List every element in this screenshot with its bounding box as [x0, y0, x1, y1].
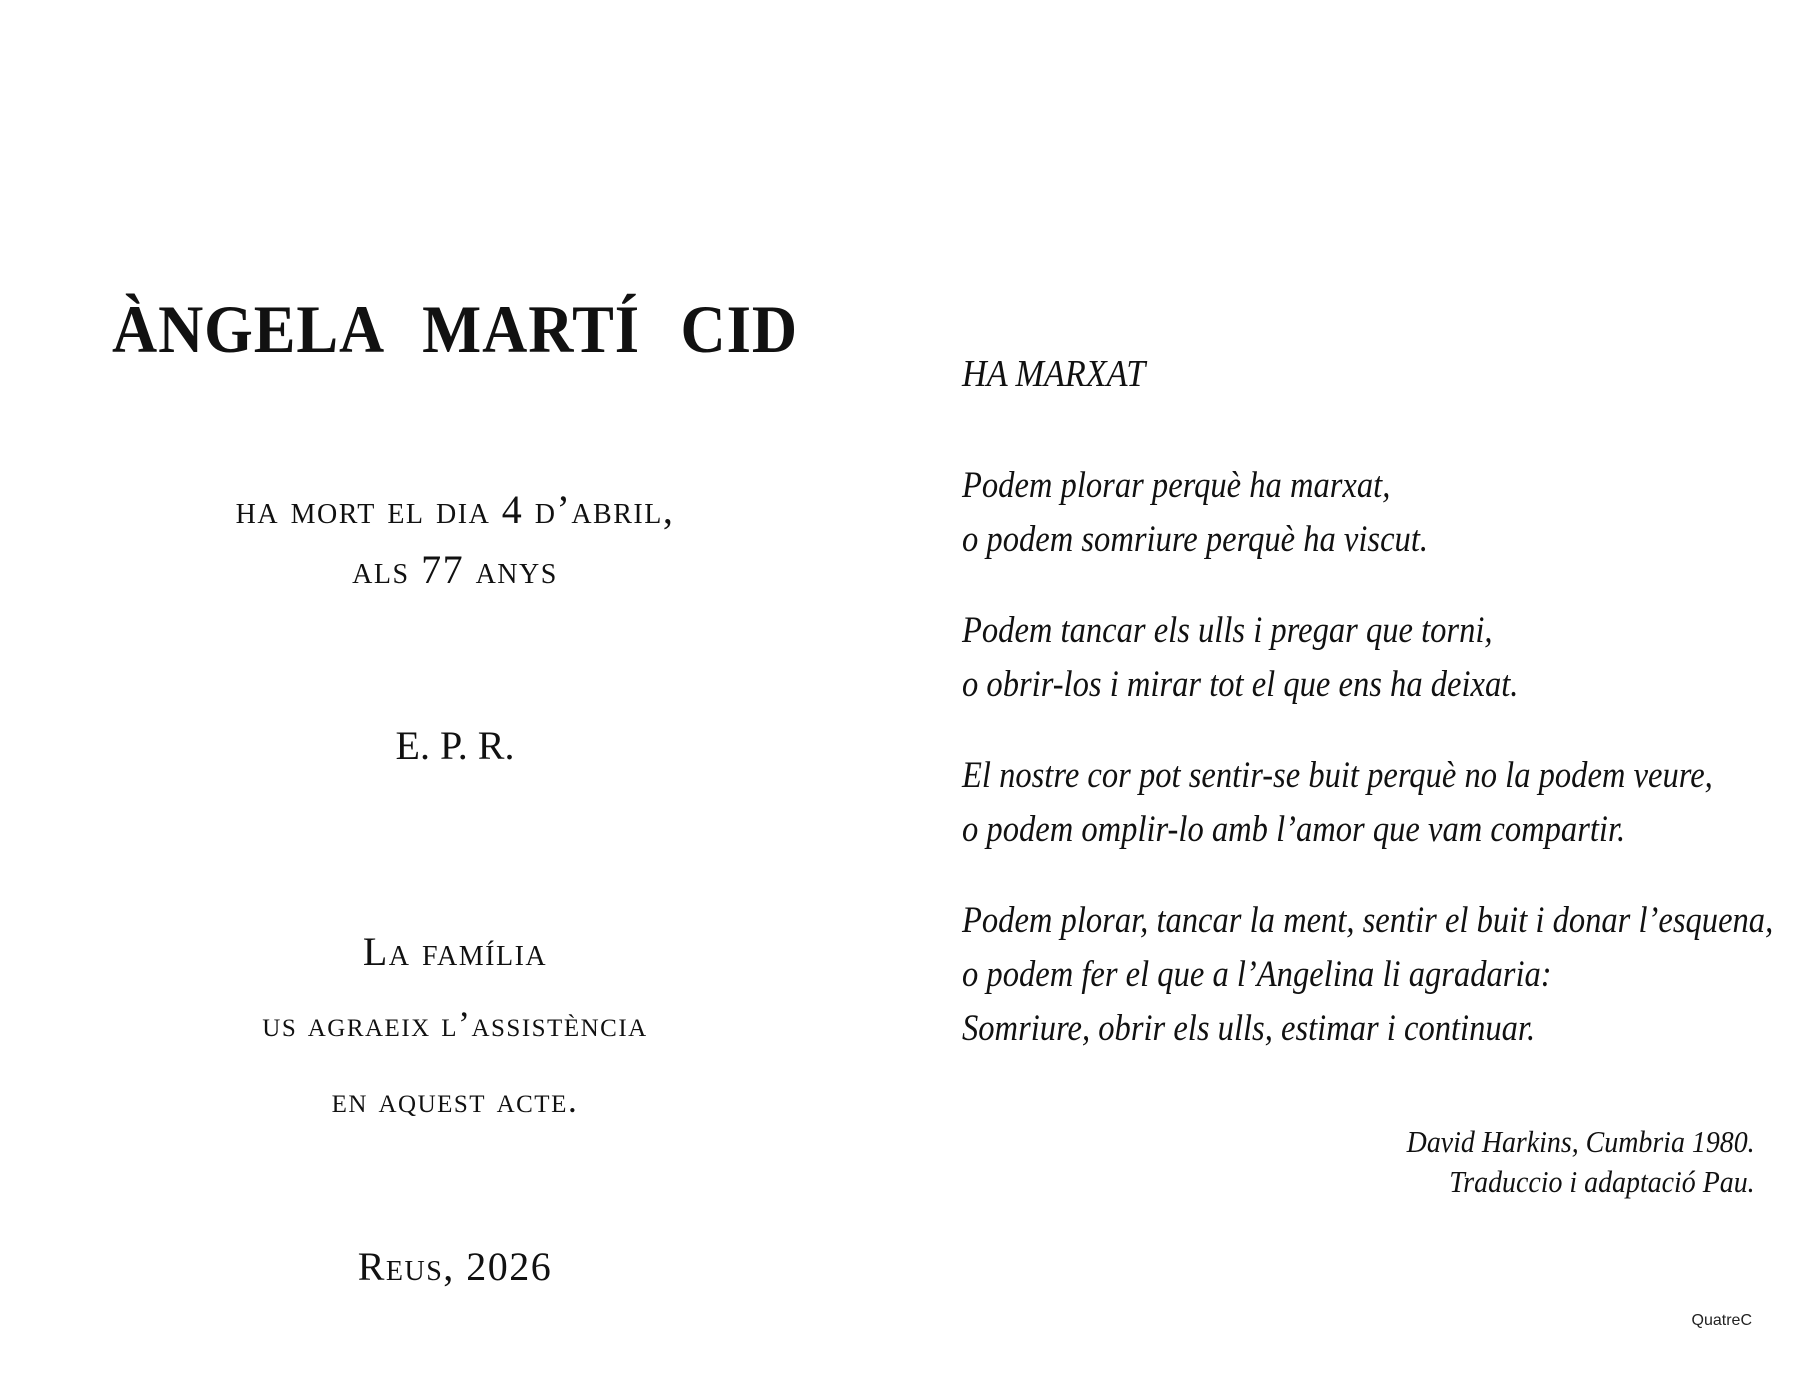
family-line: La família [362, 929, 548, 974]
poem-line: o podem omplir-lo amb l’amor que vam compartir. [962, 809, 1626, 850]
poem-stanza [962, 604, 1518, 712]
poem-credits [1407, 1122, 1755, 1202]
poem-stanza [962, 749, 1713, 857]
poem-line: Podem plorar perquè ha marxat, [962, 465, 1391, 506]
poem-line: El nostre cor pot sentir-se buit perquè no la podem veure, [962, 755, 1713, 796]
deceased-name: ÀNGELA MARTÍ CID [111, 291, 799, 367]
poem-line: Podem plorar, tancar la ment, sentir el buit i donar l’esquena, [962, 900, 1774, 941]
poem-stanza [962, 894, 1773, 1056]
rest-in-peace-text: E. P. R. [395, 723, 515, 768]
translation-credit: Traduccio i adaptació Pau. [1449, 1164, 1755, 1199]
printer-mark: QuatreC [1691, 1312, 1752, 1329]
poem-line: Somriure, obrir els ulls, estimar i continuar. [962, 1008, 1536, 1049]
poem-line: o podem fer el que a l’Angelina li agradaria: [962, 954, 1552, 995]
city-year: Reus, 2026 [357, 1244, 553, 1289]
author-credit: David Harkins, Cumbria 1980. [1407, 1124, 1755, 1159]
thanks-line-end: en aquest acte. [331, 1080, 579, 1120]
poem-line: o podem somriure perquè ha viscut. [962, 519, 1429, 560]
poem-stanza [962, 459, 1428, 567]
poem-line: o obrir-los i mirar tot el que ens ha deixat. [962, 664, 1519, 705]
obituary-panel [60, 0, 850, 1382]
age-line: als 77 anys [352, 547, 558, 592]
death-date-line: ha mort el dia 4 d’abril, [235, 487, 675, 532]
thanks-line: us agraeix l’assistència [262, 1004, 648, 1044]
poem-line: Podem tancar els ulls i pregar que torni, [962, 610, 1493, 651]
poem-title: HA MARXAT [962, 353, 1146, 395]
